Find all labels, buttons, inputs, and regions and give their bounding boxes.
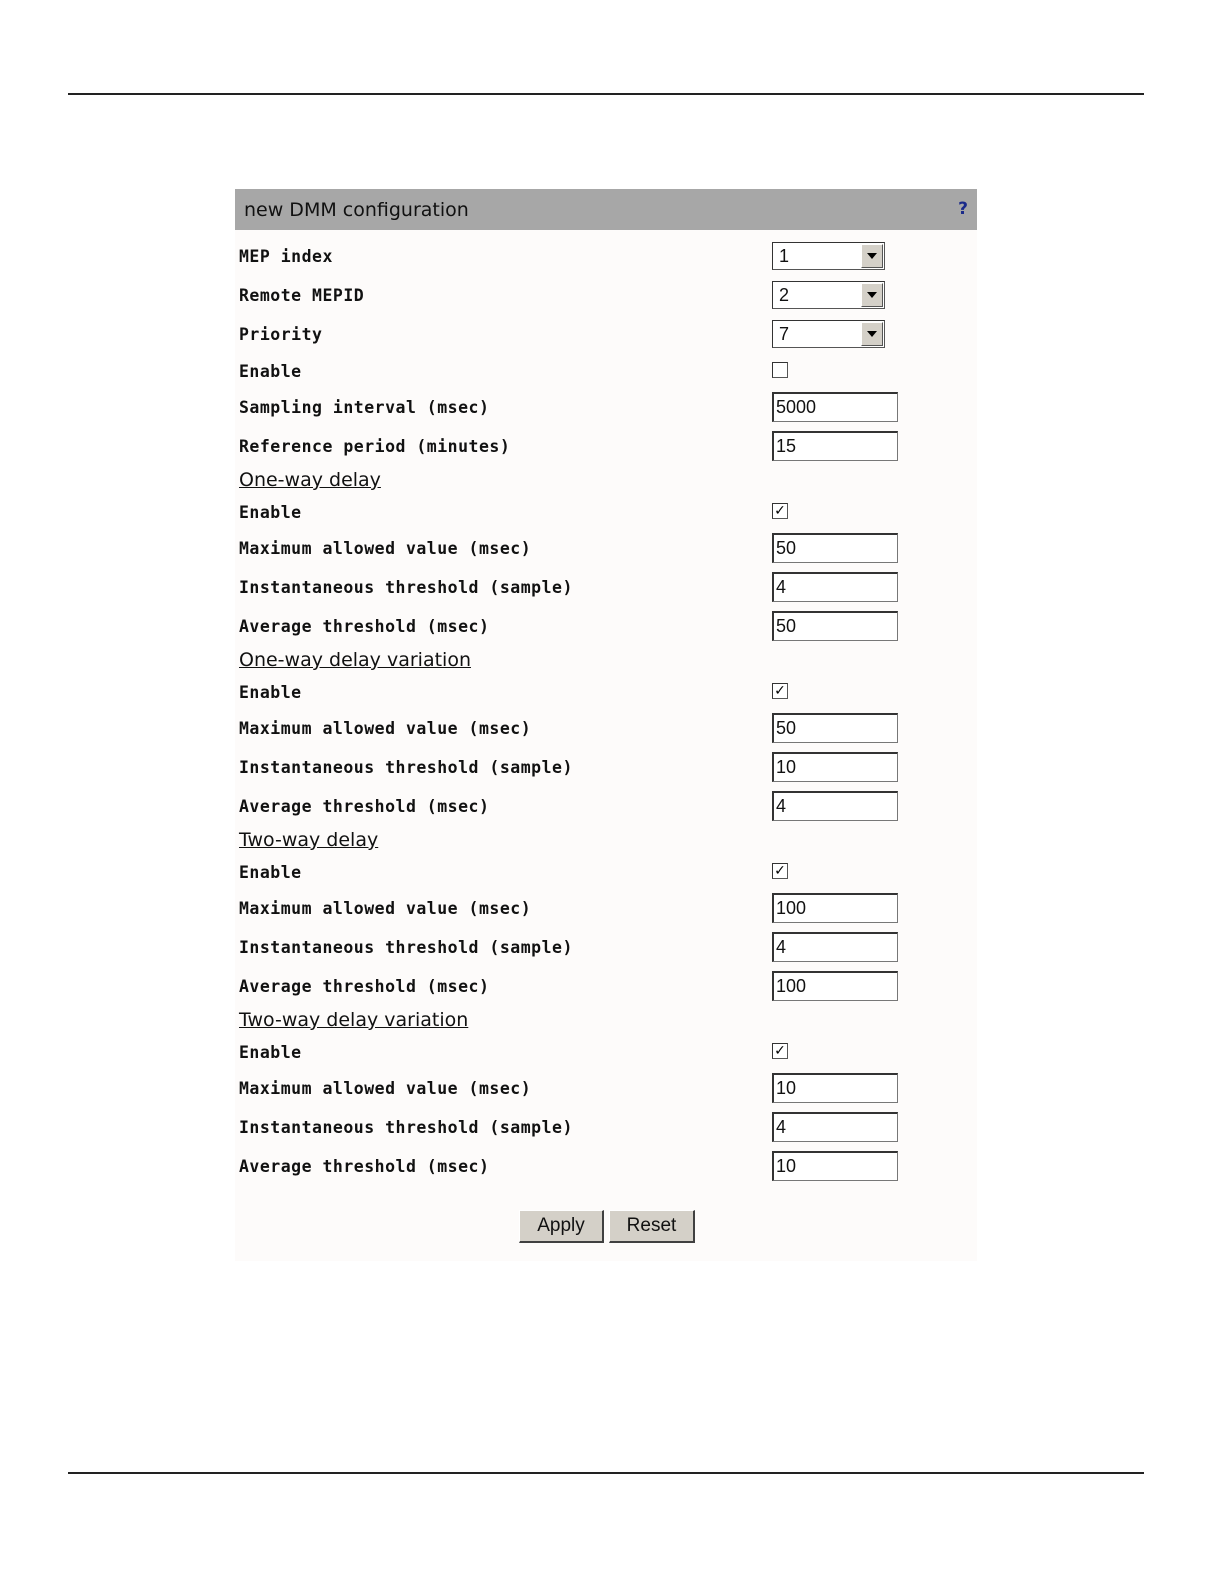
- reference-period-input[interactable]: 15: [772, 431, 898, 461]
- remote-mepid-value: 2: [779, 285, 790, 305]
- owdv-inst-label: Instantaneous threshold (sample): [239, 758, 573, 777]
- mep-index-select[interactable]: [772, 242, 885, 270]
- remote-mepid-select[interactable]: [772, 281, 885, 309]
- twd-max-input[interactable]: 100: [772, 893, 898, 923]
- owd-enable-label: Enable: [239, 503, 302, 522]
- owdv-avg-input[interactable]: 4: [772, 791, 898, 821]
- twdv-enable-checkbox[interactable]: ✓: [772, 1043, 788, 1059]
- help-icon[interactable]: ?: [958, 199, 968, 219]
- mep-index-value: 1: [779, 246, 790, 266]
- twdv-avg-input[interactable]: 10: [772, 1151, 898, 1181]
- enable-checkbox[interactable]: [772, 362, 788, 378]
- twd-enable-label: Enable: [239, 863, 302, 882]
- section-two-way-delay: Two-way delay: [239, 829, 379, 851]
- chevron-down-icon[interactable]: [861, 322, 883, 346]
- reset-button[interactable]: Reset: [609, 1210, 695, 1243]
- priority-select[interactable]: [772, 320, 885, 348]
- owdv-inst-input[interactable]: 10: [772, 752, 898, 782]
- mep-index-label: MEP index: [239, 247, 333, 266]
- sampling-interval-input[interactable]: 5000: [772, 392, 898, 422]
- twd-inst-label: Instantaneous threshold (sample): [239, 938, 573, 957]
- twdv-max-input[interactable]: 10: [772, 1073, 898, 1103]
- apply-button[interactable]: Apply: [519, 1210, 604, 1243]
- section-one-way-delay: One-way delay: [239, 469, 381, 491]
- owd-max-label: Maximum allowed value (msec): [239, 539, 532, 558]
- owdv-max-label: Maximum allowed value (msec): [239, 719, 532, 738]
- bottom-rule: [68, 1472, 1144, 1474]
- enable-label: Enable: [239, 362, 302, 381]
- priority-label: Priority: [239, 325, 323, 344]
- chevron-down-icon[interactable]: [861, 283, 883, 307]
- section-two-way-delay-variation: Two-way delay variation: [239, 1009, 469, 1031]
- owd-inst-label: Instantaneous threshold (sample): [239, 578, 573, 597]
- twd-avg-label: Average threshold (msec): [239, 977, 490, 996]
- reference-period-label: Reference period (minutes): [239, 437, 511, 456]
- top-rule: [68, 93, 1144, 95]
- twdv-max-label: Maximum allowed value (msec): [239, 1079, 532, 1098]
- dmm-config-panel: [235, 189, 977, 1261]
- twdv-inst-label: Instantaneous threshold (sample): [239, 1118, 573, 1137]
- panel-title: new DMM configuration: [244, 199, 469, 221]
- twdv-avg-label: Average threshold (msec): [239, 1157, 490, 1176]
- owdv-max-input[interactable]: 50: [772, 713, 898, 743]
- panel-header: [235, 189, 977, 230]
- chevron-down-icon[interactable]: [861, 244, 883, 268]
- twd-max-label: Maximum allowed value (msec): [239, 899, 532, 918]
- owd-enable-checkbox[interactable]: ✓: [772, 503, 788, 519]
- remote-mepid-label: Remote MEPID: [239, 286, 365, 305]
- sampling-interval-label: Sampling interval (msec): [239, 398, 490, 417]
- priority-value: 7: [779, 324, 790, 344]
- section-one-way-delay-variation: One-way delay variation: [239, 649, 471, 671]
- owd-avg-label: Average threshold (msec): [239, 617, 490, 636]
- twdv-inst-input[interactable]: 4: [772, 1112, 898, 1142]
- twdv-enable-label: Enable: [239, 1043, 302, 1062]
- twd-inst-input[interactable]: 4: [772, 932, 898, 962]
- owdv-avg-label: Average threshold (msec): [239, 797, 490, 816]
- owdv-enable-label: Enable: [239, 683, 302, 702]
- owdv-enable-checkbox[interactable]: ✓: [772, 683, 788, 699]
- owd-inst-input[interactable]: 4: [772, 572, 898, 602]
- owd-max-input[interactable]: 50: [772, 533, 898, 563]
- owd-avg-input[interactable]: 50: [772, 611, 898, 641]
- twd-enable-checkbox[interactable]: ✓: [772, 863, 788, 879]
- twd-avg-input[interactable]: 100: [772, 971, 898, 1001]
